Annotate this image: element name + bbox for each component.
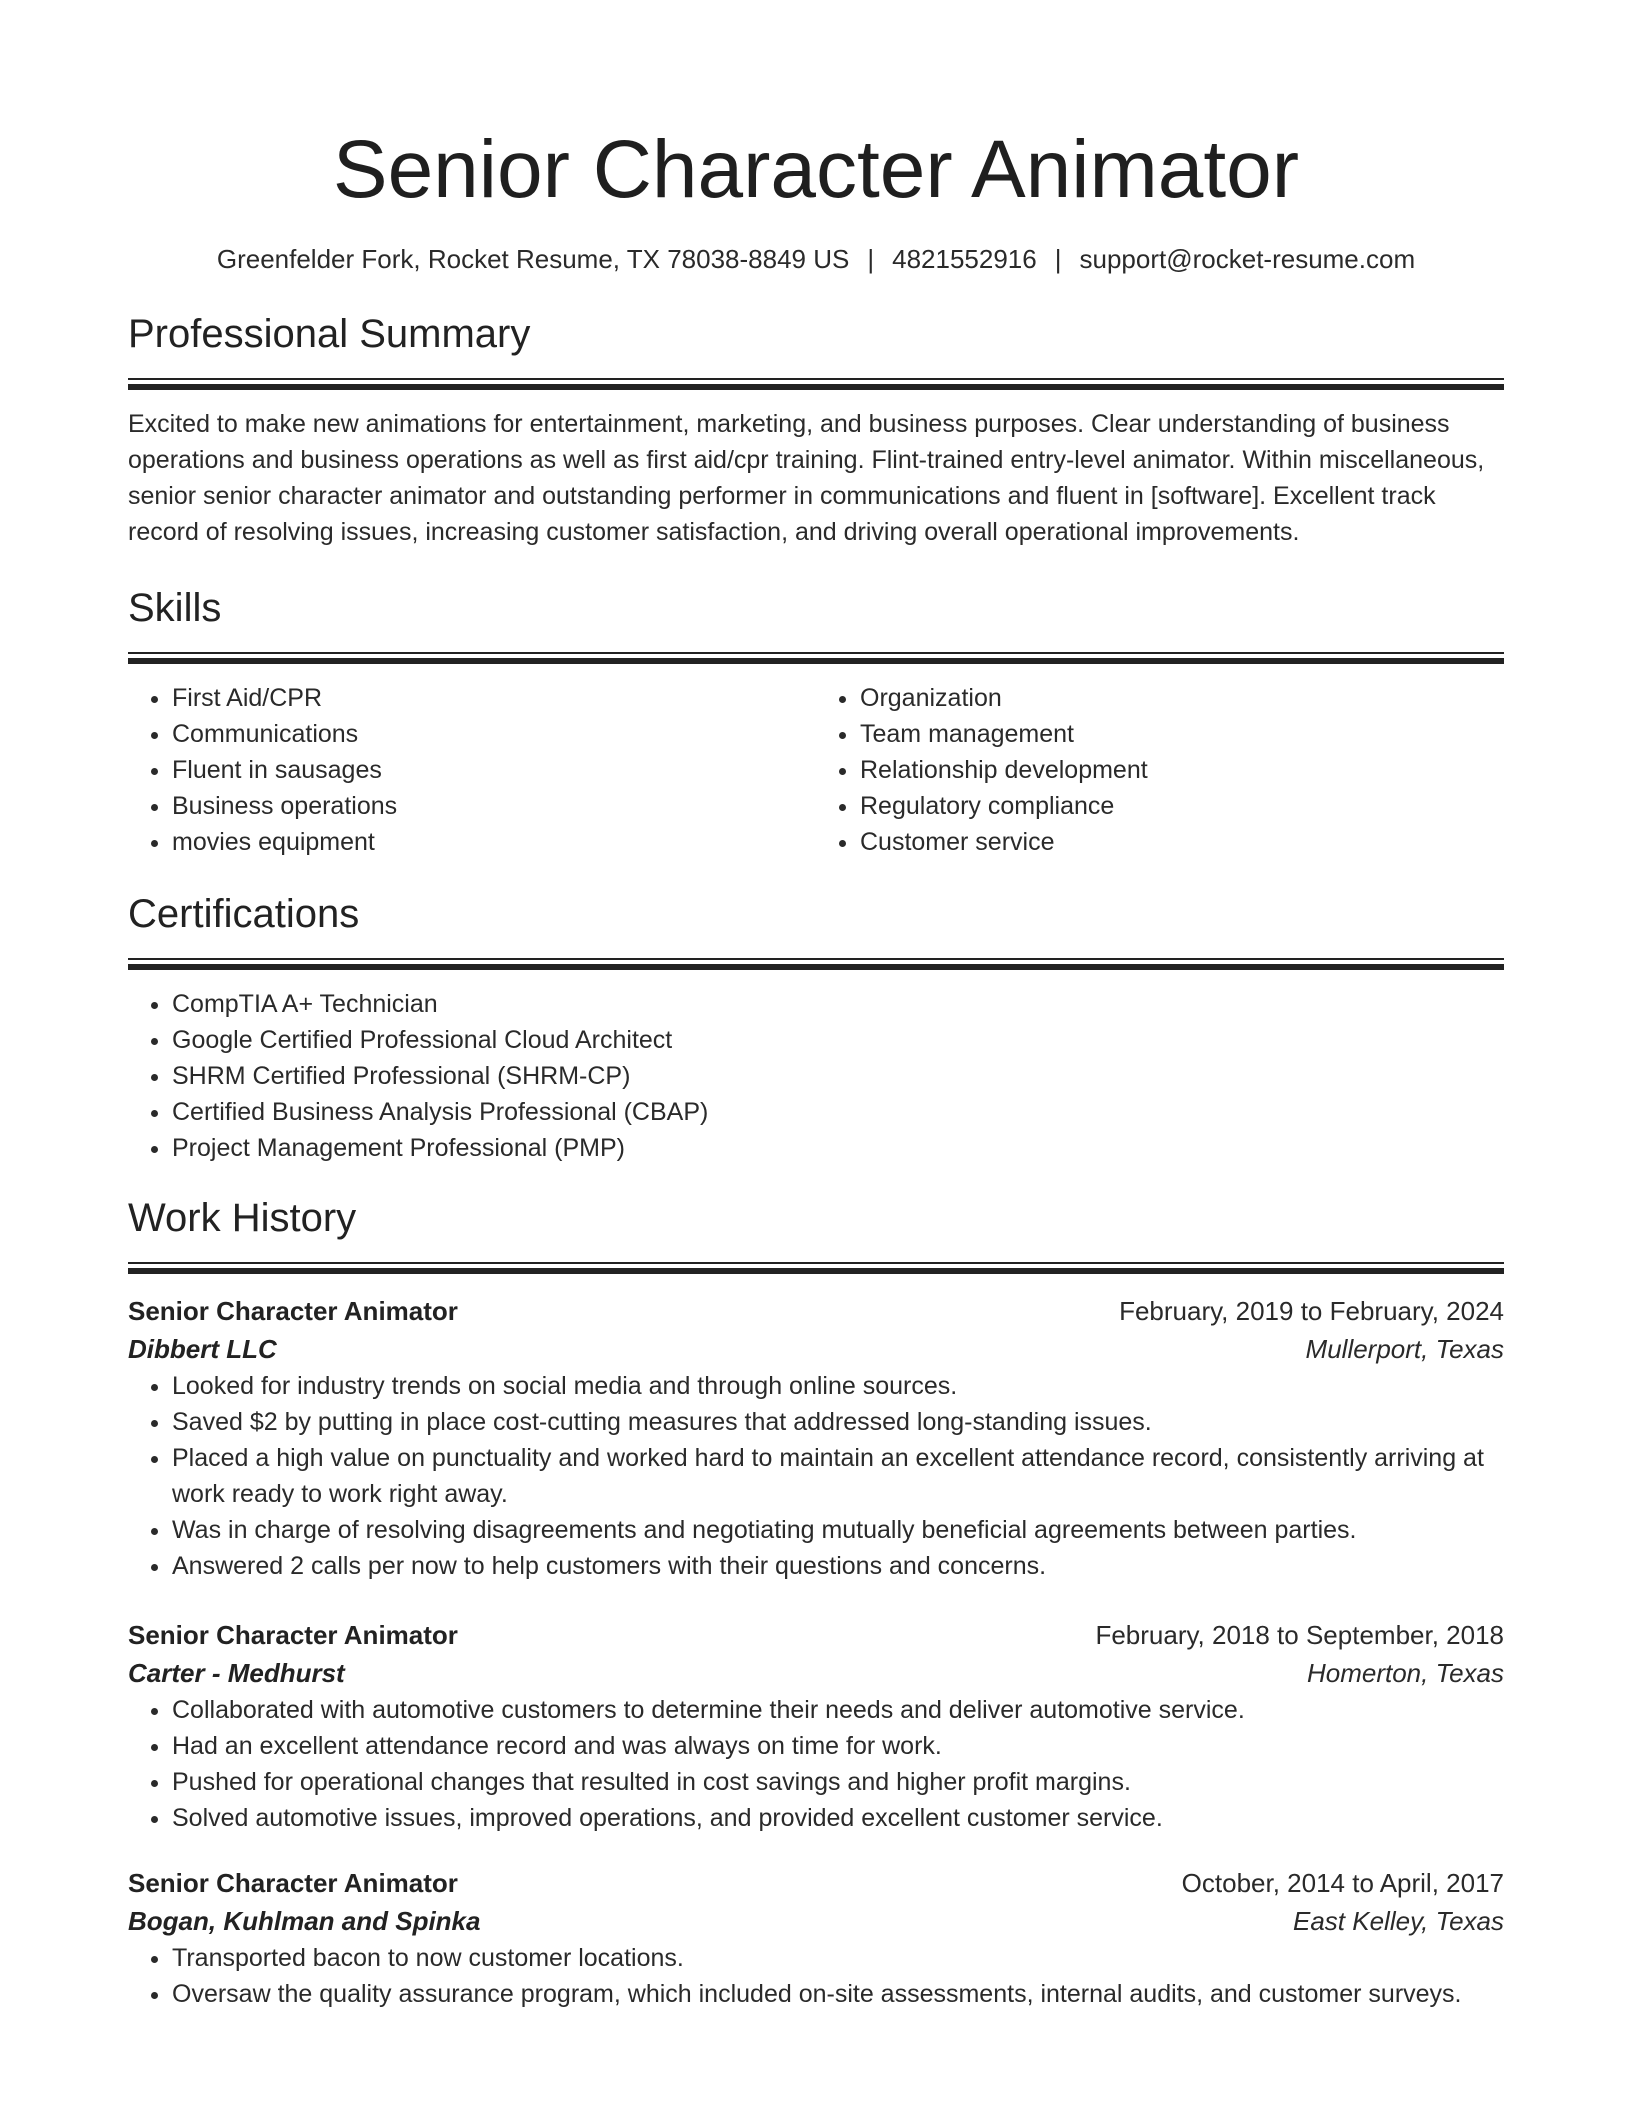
contact-email[interactable]: support@rocket-resume.com — [1079, 244, 1416, 274]
certifications-section — [128, 890, 1504, 1166]
skill-item: • Organization — [860, 680, 1504, 716]
section-divider — [128, 1262, 1504, 1274]
job-bullet: • Had an excellent attendance record and was always on time for work. — [172, 1728, 1504, 1764]
contact-separator: | — [867, 244, 875, 274]
job-subheader — [128, 1902, 1504, 1940]
job-title: Senior Character Animator — [128, 1868, 458, 1898]
job-subheader — [128, 1330, 1504, 1368]
contact-phone: 4821552916 — [892, 244, 1037, 274]
contact-address: Greenfelder Fork, Rocket Resume, TX 78038-8849 US — [216, 244, 850, 274]
work-history-section — [128, 1194, 1504, 2012]
job-dates: October, 2014 to April, 2017 — [1181, 1868, 1504, 1898]
certification-item: • Project Management Professional (PMP) — [172, 1130, 1504, 1166]
summary-text: Excited to make new animations for entertainment, marketing, and business purposes. Clear understanding of business operations and business operations as well as first aid/cpr training. Flint-trained entry-level animator. Within miscellaneous, senior senior character animator and outstanding performer in communications and fluent in [software]. Excellent track record of resolving issues, increasing customer satisfaction, and driving overall operational improvements. — [128, 410, 1485, 546]
job-bullet: • Solved automotive issues, improved operations, and provided excellent customer service. — [172, 1800, 1504, 1836]
job-header — [128, 1864, 1504, 1902]
job-title: Senior Character Animator — [128, 1620, 458, 1650]
skill-item: • Customer service — [860, 824, 1504, 860]
contact-line — [128, 242, 1504, 276]
job-entry — [128, 1864, 1504, 2012]
skill-item: • Fluent in sausages — [172, 752, 816, 788]
section-heading-skills: Skills — [128, 586, 222, 630]
job-company: Bogan, Kuhlman and Spinka — [128, 1906, 481, 1936]
certifications-list — [128, 986, 1504, 1166]
job-bullet: • Pushed for operational changes that resulted in cost savings and higher profit margins. — [172, 1764, 1504, 1800]
job-bullet: • Placed a high value on punctuality and worked hard to maintain an excellent attendance record, consistently arriving at work ready to work right away. — [172, 1440, 1504, 1512]
job-subheader — [128, 1654, 1504, 1692]
job-bullet: • Transported bacon to now customer locations. — [172, 1940, 1504, 1976]
resume-title: Senior Character Animator — [332, 124, 1300, 215]
skills-columns — [128, 680, 1504, 860]
job-location: East Kelley, Texas — [1293, 1906, 1504, 1936]
skills-list-right — [816, 680, 1504, 860]
skill-item: • Regulatory compliance — [860, 788, 1504, 824]
skill-item: • First Aid/CPR — [172, 680, 816, 716]
job-dates: February, 2018 to September, 2018 — [1095, 1620, 1504, 1650]
job-header — [128, 1292, 1504, 1330]
section-divider — [128, 378, 1504, 390]
section-heading-certifications: Certifications — [128, 892, 360, 936]
skill-item: • Business operations — [172, 788, 816, 824]
job-location: Mullerport, Texas — [1305, 1334, 1504, 1364]
contact-separator: | — [1054, 244, 1062, 274]
skill-item: • Communications — [172, 716, 816, 752]
job-bullet: • Saved $2 by putting in place cost-cutting measures that addressed long-standing issues. — [172, 1404, 1504, 1440]
skills-section — [128, 584, 1504, 860]
section-divider — [128, 958, 1504, 970]
section-divider — [128, 652, 1504, 664]
section-heading-summary: Professional Summary — [128, 312, 531, 356]
job-bullet: • Oversaw the quality assurance program, which included on-site assessments, internal audits, and customer surveys. — [172, 1976, 1504, 2012]
job-header — [128, 1616, 1504, 1654]
skill-item: • Team management — [860, 716, 1504, 752]
job-bullet: • Answered 2 calls per now to help customers with their questions and concerns. — [172, 1548, 1504, 1584]
skill-item: • Relationship development — [860, 752, 1504, 788]
job-bullets — [128, 1940, 1504, 2012]
section-heading-work-history: Work History — [128, 1196, 357, 1240]
job-bullet: • Collaborated with automotive customers to determine their needs and deliver automotive service. — [172, 1692, 1504, 1728]
summary-section — [128, 310, 1504, 550]
certification-item: • Certified Business Analysis Professional (CBAP) — [172, 1094, 1504, 1130]
skill-item: • movies equipment — [172, 824, 816, 860]
job-bullet: • Was in charge of resolving disagreements and negotiating mutually beneficial agreements between parties. — [172, 1512, 1504, 1548]
job-bullets — [128, 1368, 1504, 1584]
job-bullets — [128, 1692, 1504, 1836]
certification-item: • CompTIA A+ Technician — [172, 986, 1504, 1022]
job-dates: February, 2019 to February, 2024 — [1119, 1296, 1504, 1326]
job-title: Senior Character Animator — [128, 1296, 458, 1326]
skills-list-left — [128, 680, 816, 860]
job-entry — [128, 1616, 1504, 1836]
certification-item: • SHRM Certified Professional (SHRM-CP) — [172, 1058, 1504, 1094]
job-bullet: • Looked for industry trends on social media and through online sources. — [172, 1368, 1504, 1404]
job-location: Homerton, Texas — [1306, 1658, 1504, 1688]
job-entry — [128, 1292, 1504, 1584]
job-company: Dibbert LLC — [128, 1334, 277, 1364]
certification-item: • Google Certified Professional Cloud Architect — [172, 1022, 1504, 1058]
job-company: Carter - Medhurst — [128, 1658, 345, 1688]
